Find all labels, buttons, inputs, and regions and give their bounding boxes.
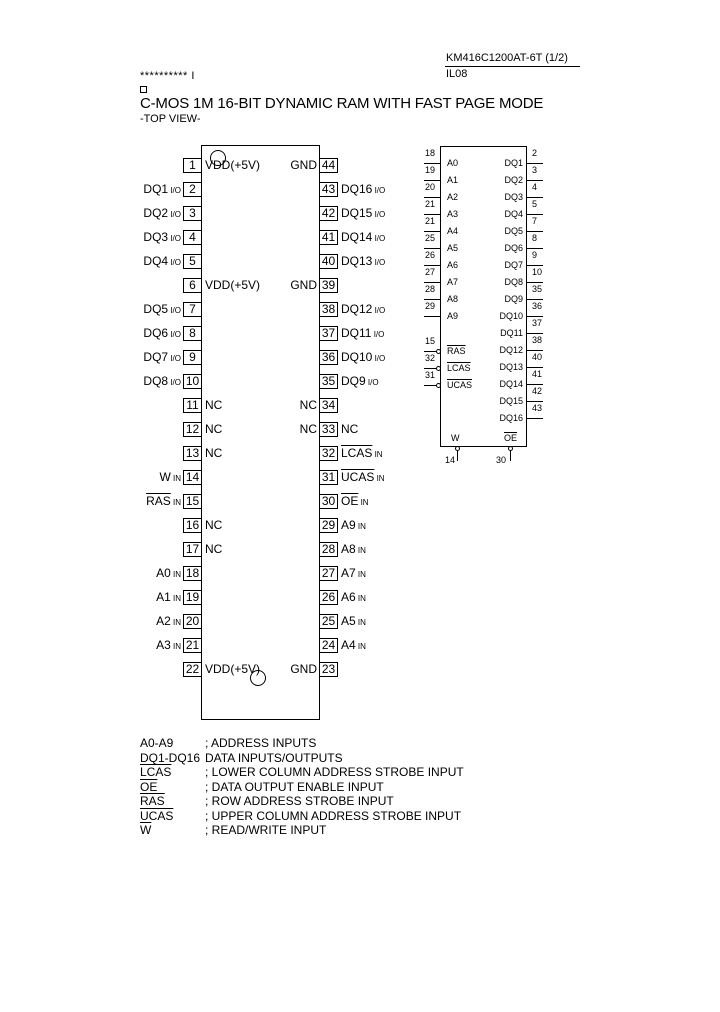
logic-pin-number: 31 [425, 370, 436, 380]
logic-pin-number: 21 [425, 199, 436, 209]
logic-output-label: DQ11 [500, 328, 523, 338]
signal-direction: I/O [168, 210, 181, 219]
logic-input-label: A3 [447, 209, 459, 219]
signal-direction: IN [355, 594, 366, 603]
pin-29: 29 [320, 518, 338, 533]
pin-36: 36 [320, 350, 338, 365]
logic-pin-number: 18 [425, 148, 436, 158]
logic-pin-number: 7 [532, 216, 538, 226]
pin-2-signal [143, 182, 181, 198]
logic-pin-number: 28 [425, 284, 436, 294]
logic-pin-number: 41 [532, 369, 543, 379]
logic-lead [424, 299, 440, 300]
logic-output-label: DQ5 [504, 226, 523, 236]
pin-25: 25 [320, 614, 338, 629]
legend-symbol: UCAS [140, 808, 174, 823]
pin-43-signal [341, 182, 385, 198]
logic-lead [424, 231, 440, 232]
pin-19: 19 [183, 590, 201, 605]
pin-39: 39 [320, 278, 338, 293]
pin-30-signal [341, 494, 369, 510]
legend-description: ; LOWER COLUMN ADDRESS STROBE INPUT [205, 765, 464, 779]
pin-7-signal [143, 302, 181, 318]
pin-20-signal [156, 614, 181, 630]
logic-input-label: A8 [447, 294, 459, 304]
signal-name: A8 [341, 542, 356, 556]
legend-symbol: A0-A9 [140, 736, 174, 750]
signal-direction: I/O [365, 378, 379, 387]
pin-3-signal [143, 206, 181, 222]
pin-11: 11 [183, 398, 201, 413]
pin-31-signal [341, 470, 385, 486]
pin-40: 40 [320, 254, 338, 269]
logic-pin-number: 35 [532, 284, 543, 294]
logic-input-label: A2 [447, 192, 459, 202]
pin-14-signal [159, 470, 181, 486]
logic-output-label: DQ16 [499, 413, 523, 423]
pin-24: 24 [320, 638, 338, 653]
logic-lead [424, 163, 440, 164]
logic-input-label: A9 [447, 311, 459, 321]
signal-direction: IN [170, 498, 181, 507]
pin-17-internal: NC [205, 542, 223, 556]
signal-direction: I/O [372, 354, 386, 363]
logic-pin-number: 3 [532, 165, 538, 175]
signal-direction: IN [170, 570, 181, 579]
logic-control-label: W [451, 433, 460, 443]
logic-input-label: A4 [447, 226, 459, 236]
pin-9: 9 [183, 350, 201, 365]
signal-name: DQ2 [143, 206, 169, 220]
pin-19-signal [156, 590, 181, 606]
pin-8: 8 [183, 326, 201, 341]
logic-pin-number: 20 [425, 182, 436, 192]
logic-output-label: DQ1 [504, 158, 523, 168]
signal-direction: I/O [168, 330, 181, 339]
signal-name: LCAS [341, 446, 373, 460]
logic-lead [527, 163, 543, 164]
logic-lead [527, 197, 543, 198]
signal-name: DQ3 [143, 230, 169, 244]
signal-name: DQ11 [341, 326, 372, 340]
pin-21: 21 [183, 638, 201, 653]
logic-output-label: DQ4 [504, 209, 523, 219]
logic-lead [424, 197, 440, 198]
pin-29-signal [341, 518, 366, 534]
logic-output-label: DQ13 [499, 362, 523, 372]
logic-pin-number: 19 [425, 165, 436, 175]
logic-lead [527, 180, 543, 181]
stars-line: ********** I [140, 70, 195, 82]
logic-pin-number: 30 [496, 455, 507, 465]
signal-name: DQ9 [341, 374, 366, 388]
pin-23: 23 [320, 662, 338, 677]
pin-25-signal [341, 614, 366, 630]
signal-direction: I/O [372, 258, 386, 267]
inversion-bubble-icon [436, 349, 441, 354]
signal-direction: I/O [168, 306, 181, 315]
signal-name: DQ12 [341, 302, 373, 316]
pin-36-signal [341, 350, 385, 366]
logic-output-label: DQ7 [504, 260, 523, 270]
page-title: C-MOS 1M 16-BIT DYNAMIC RAM WITH FAST PAGE MODE [140, 95, 544, 112]
signal-direction: I/O [168, 186, 181, 195]
logic-pin-number: 27 [425, 267, 436, 277]
logic-input-label: UCAS [447, 380, 473, 390]
pin-18: 18 [183, 566, 201, 581]
legend-symbol: DQ1-DQ16 [140, 750, 201, 765]
doc-code: IL08 [446, 68, 468, 80]
pin-37-signal [341, 326, 384, 342]
signal-name: A7 [341, 566, 356, 580]
logic-pin-number: 14 [445, 455, 456, 465]
legend-description: ; DATA OUTPUT ENABLE INPUT [205, 779, 384, 794]
pin-10: 10 [183, 374, 201, 389]
logic-lead [424, 265, 440, 266]
pin-27-signal [341, 566, 366, 582]
signal-name: DQ10 [341, 350, 373, 364]
logic-lead [527, 367, 543, 368]
logic-lead [527, 231, 543, 232]
pin-12: 12 [183, 422, 201, 437]
logic-input-label: $\overline{RAS}$ [447, 346, 466, 356]
logic-pin-number: 43 [532, 403, 543, 413]
pin-41-signal [341, 230, 385, 246]
pin-28-signal [341, 542, 366, 558]
signal-name: DQ5 [143, 302, 169, 316]
signal-name: DQ15 [341, 206, 373, 220]
signal-direction: I/O [168, 234, 181, 243]
logic-pin-number: 5 [532, 199, 538, 209]
signal-name: A5 [341, 614, 356, 628]
pin-18-signal [156, 566, 181, 582]
pin-15-signal [146, 494, 181, 510]
pin-20: 20 [183, 614, 201, 629]
pin-42-signal [341, 206, 385, 222]
signal-direction: IN [170, 474, 181, 483]
pin-43: 43 [320, 182, 338, 197]
pin-34-internal: NC [299, 398, 317, 412]
logic-output-label: DQ14 [499, 379, 523, 389]
logic-output-label: DQ10 [499, 311, 523, 321]
header-rule [445, 66, 580, 67]
pin-6: 6 [183, 278, 201, 293]
logic-lead [527, 350, 543, 351]
signal-name: UCAS [341, 470, 375, 484]
pin-16: 16 [183, 518, 201, 533]
legend-description: ; READ/WRITE INPUT [205, 823, 327, 837]
pin-13: 13 [183, 446, 201, 461]
logic-output-label: DQ9 [504, 294, 523, 304]
signal-direction: I/O [371, 330, 385, 339]
signal-name: A3 [156, 638, 171, 652]
logic-lead [424, 180, 440, 181]
logic-lead [424, 316, 440, 317]
logic-lead [424, 282, 440, 283]
legend-symbol: LCAS [140, 765, 172, 779]
pin-26-signal [341, 590, 366, 606]
logic-output-label: DQ15 [499, 396, 523, 406]
pin-37: 37 [320, 326, 338, 341]
logic-pin-number: 40 [532, 352, 543, 362]
signal-direction: I/O [168, 354, 181, 363]
signal-direction: I/O [372, 210, 386, 219]
signal-name: DQ7 [143, 350, 169, 364]
signal-direction: I/O [372, 234, 386, 243]
logic-lead [527, 316, 543, 317]
pin-31: 31 [320, 470, 338, 485]
signal-name: DQ1 [143, 182, 169, 196]
logic-lead [424, 214, 440, 215]
logic-input-label: A0 [447, 158, 459, 168]
pin-5: 5 [183, 254, 201, 269]
logic-lead [527, 265, 543, 266]
signal-direction: IN [170, 618, 181, 627]
logic-pin-number: 9 [532, 250, 538, 260]
pin-1-internal: VDD(+5V) [205, 158, 261, 172]
signal-direction: IN [170, 594, 181, 603]
logic-lead [424, 248, 440, 249]
logic-lead [527, 282, 543, 283]
pin-28: 28 [320, 542, 338, 557]
part-number: KM416C1200AT-6T (1/2) [446, 52, 568, 64]
signal-name: W [159, 470, 171, 484]
signal-name: $\overline{OE}$ [341, 494, 359, 508]
pin-6-internal: VDD(+5V) [205, 278, 261, 292]
pin-16-internal: NC [205, 518, 223, 532]
logic-output-label: DQ6 [504, 243, 523, 253]
signal-name: A1 [156, 590, 171, 604]
pin-2: 2 [183, 182, 201, 197]
pin-10-signal [143, 374, 181, 390]
pin-32: 32 [320, 446, 338, 461]
pin-8-signal [143, 326, 181, 342]
signal-name: $\overline{RAS}$ [146, 494, 171, 508]
logic-pin-number: 21 [425, 216, 436, 226]
pin-27: 27 [320, 566, 338, 581]
pin-7: 7 [183, 302, 201, 317]
signal-name: A6 [341, 590, 356, 604]
signal-direction: I/O [372, 186, 386, 195]
pin-24-signal [341, 638, 366, 654]
signal-direction: IN [355, 642, 366, 651]
pin-30: 30 [320, 494, 338, 509]
pin-13-internal: NC [205, 446, 223, 460]
pin-23-internal: GND [290, 662, 317, 676]
legend-description: DATA INPUTS/OUTPUTS [205, 750, 343, 765]
pin-33: 33 [320, 422, 338, 437]
signal-direction: IN [374, 474, 385, 483]
legend-symbol: $\overline{RAS}$ [140, 794, 165, 808]
pin-41: 41 [320, 230, 338, 245]
top-view-label: -TOP VIEW- [140, 113, 201, 125]
logic-input-label: A1 [447, 175, 459, 185]
logic-pin-number: 4 [532, 182, 538, 192]
logic-output-label: DQ2 [504, 175, 523, 185]
pin-4-signal [143, 230, 181, 246]
logic-input-label: A6 [447, 260, 459, 270]
signal-direction: IN [358, 498, 369, 507]
logic-lead [527, 214, 543, 215]
signal-direction: I/O [372, 306, 386, 315]
signal-direction: I/O [168, 378, 181, 387]
pin-44: 44 [320, 158, 338, 173]
pin-9-signal [143, 350, 181, 366]
pin-4: 4 [183, 230, 201, 245]
pin-35-signal [341, 374, 379, 390]
signal-direction: IN [170, 642, 181, 651]
logic-lead [457, 451, 458, 461]
pin-38-signal [341, 302, 385, 318]
logic-pin-number: 25 [425, 233, 436, 243]
logic-pin-number: 37 [532, 318, 543, 328]
signal-direction: IN [355, 618, 366, 627]
pin-3: 3 [183, 206, 201, 221]
signal-name: A4 [341, 638, 356, 652]
logic-pin-number: 15 [425, 336, 436, 346]
signal-name: DQ4 [143, 254, 169, 268]
small-box-icon [140, 86, 147, 93]
pin-15: 15 [183, 494, 201, 509]
logic-pin-number: 26 [425, 250, 436, 260]
signal-name: DQ8 [143, 374, 169, 388]
pin-35: 35 [320, 374, 338, 389]
pin-14: 14 [183, 470, 201, 485]
signal-direction: IN [355, 522, 366, 531]
logic-pin-number: 2 [532, 148, 538, 158]
logic-output-label: DQ12 [499, 345, 523, 355]
pin-26: 26 [320, 590, 338, 605]
logic-input-label: LCAS [447, 363, 471, 373]
inversion-bubble-icon [436, 366, 441, 371]
pin-33-internal: NC [299, 422, 317, 436]
signal-name: DQ13 [341, 254, 373, 268]
pin-38: 38 [320, 302, 338, 317]
logic-lead [510, 451, 511, 461]
pin-44-internal: GND [290, 158, 317, 172]
logic-pin-number: 36 [532, 301, 543, 311]
logic-lead [527, 299, 543, 300]
signal-name: DQ6 [143, 326, 169, 340]
logic-pin-number: 32 [425, 353, 436, 363]
inversion-bubble-icon [436, 383, 441, 388]
signal-name: A0 [156, 566, 171, 580]
pin-22-internal: VDD(+5V) [205, 662, 261, 676]
signal-name: NC [341, 422, 359, 436]
pin-12-internal: NC [205, 422, 223, 436]
legend-symbol: $\overline{OE}$ [140, 779, 158, 794]
pin-21-signal [156, 638, 181, 654]
logic-input-label: A7 [447, 277, 459, 287]
signal-direction: I/O [168, 258, 181, 267]
logic-pin-number: 38 [532, 335, 543, 345]
logic-output-label: DQ3 [504, 192, 523, 202]
logic-pin-number: 29 [425, 301, 436, 311]
logic-output-label: DQ8 [504, 277, 523, 287]
pin-39-internal: GND [290, 278, 317, 292]
pin-22: 22 [183, 662, 201, 677]
logic-input-label: A5 [447, 243, 459, 253]
pin-5-signal [143, 254, 181, 270]
signal-direction: IN [355, 570, 366, 579]
pin-42: 42 [320, 206, 338, 221]
signal-name: A9 [341, 518, 356, 532]
legend-description: ; ADDRESS INPUTS [205, 736, 317, 750]
logic-pin-number: 8 [532, 233, 538, 243]
logic-lead [527, 333, 543, 334]
pin-34: 34 [320, 398, 338, 413]
signal-direction: IN [372, 450, 383, 459]
logic-pin-number: 10 [532, 267, 543, 277]
pin-11-internal: NC [205, 398, 223, 412]
logic-control-label: $\overline{OE}$ [504, 433, 518, 443]
pin-32-signal [341, 446, 383, 462]
signal-name: DQ16 [341, 182, 373, 196]
logic-lead [527, 384, 543, 385]
logic-lead [527, 248, 543, 249]
pin-33-signal [341, 422, 358, 437]
legend-description: ; ROW ADDRESS STROBE INPUT [205, 794, 394, 808]
pin-17: 17 [183, 542, 201, 557]
signal-name: A2 [156, 614, 171, 628]
signal-name: DQ14 [341, 230, 373, 244]
logic-lead [527, 418, 543, 419]
legend-symbol: $\overline{W}$ [140, 823, 152, 837]
logic-lead [527, 401, 543, 402]
legend-description: ; UPPER COLUMN ADDRESS STROBE INPUT [205, 808, 462, 823]
signal-direction: IN [355, 546, 366, 555]
pin-1: 1 [183, 158, 201, 173]
pin-40-signal [341, 254, 385, 270]
logic-pin-number: 42 [532, 386, 543, 396]
